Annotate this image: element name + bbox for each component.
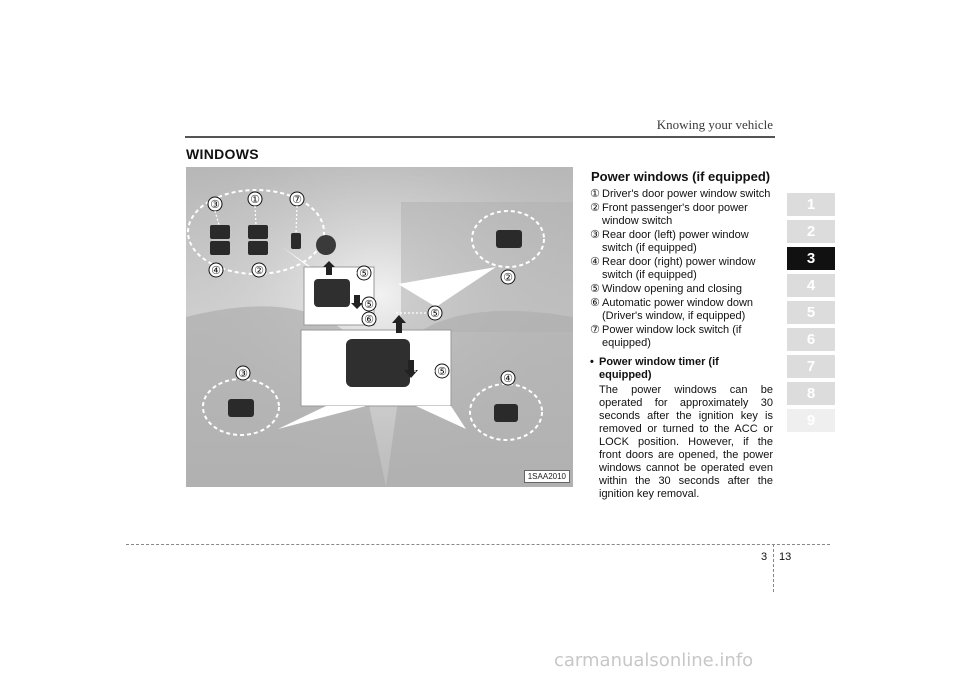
item-number: ⑦ (590, 324, 600, 336)
callout-5b: ⑤ (364, 299, 374, 311)
callout-5c: ⑤ (430, 308, 440, 320)
item-text: Automatic power window down (Driver's window, if equipped) (602, 297, 754, 322)
item-number: ⑥ (590, 297, 600, 309)
bullet-dot: • (590, 356, 594, 368)
chapter-tab-5[interactable]: 5 (787, 301, 835, 324)
page-chapter: 3 (761, 551, 768, 563)
item-number: ① (590, 188, 600, 200)
list-item (590, 202, 773, 228)
subheading: Power windows (if equipped) (591, 169, 771, 184)
list-item (590, 297, 773, 323)
item-number: ③ (590, 229, 600, 241)
chapter-tab-6[interactable]: 6 (787, 328, 835, 351)
item-number: ④ (590, 256, 600, 268)
callout-3b: ③ (238, 368, 248, 380)
list-item (590, 324, 773, 350)
list-item (590, 229, 773, 255)
list-item (590, 283, 773, 296)
footer-divider (773, 544, 774, 592)
list-item (590, 188, 773, 201)
chapter-tab-7[interactable]: 7 (787, 355, 835, 378)
callout-2a: ② (254, 265, 264, 277)
item-text: Front passenger's door power window switch (602, 202, 748, 227)
figure-illustration (186, 167, 573, 487)
item-number: ⑤ (590, 283, 600, 295)
header-title: Knowing your vehicle (656, 117, 773, 132)
content-column (590, 170, 773, 501)
callout-2b: ② (503, 272, 513, 284)
callout-5a: ⑤ (359, 268, 369, 280)
footer-rule (126, 544, 830, 545)
chapter-tab-8[interactable]: 8 (787, 382, 835, 405)
callout-4a: ④ (211, 265, 221, 277)
chapter-tab-9[interactable]: 9 (787, 409, 835, 432)
item-text: Driver's door power window switch (602, 188, 771, 200)
section-title: WINDOWS (186, 146, 259, 162)
bullet-paragraph: The power windows can be operated for approximately 30 seconds after the ignition key is removed or turned to the ACC or LOCK position. However, if the front doors are opened, the power windows cannot be operated even within the 30 seconds after the ignition key removal. (599, 384, 773, 500)
callout-5d: ⑤ (437, 366, 447, 378)
legend-list (590, 188, 773, 350)
list-item (590, 256, 773, 282)
chapter-tab-2[interactable]: 2 (787, 220, 835, 243)
callout-1: ① (250, 194, 260, 206)
chapter-tab-4[interactable]: 4 (787, 274, 835, 297)
callout-4b: ④ (503, 373, 513, 385)
item-text: Rear door (right) power window switch (if equipped) (602, 256, 756, 281)
bullet-heading (590, 356, 773, 382)
bullet-title: Power window timer (if equipped) (599, 356, 719, 381)
item-text: Window opening and closing (602, 283, 743, 295)
header-rule (185, 136, 775, 138)
item-text: Rear door (left) power window switch (if equipped) (602, 229, 749, 254)
chapter-tab-3[interactable]: 3 (787, 247, 835, 270)
chapter-tab-1[interactable]: 1 (787, 193, 835, 216)
item-text: Power window lock switch (if equipped) (602, 324, 742, 349)
page-number: 13 (779, 551, 792, 563)
power-window-figure (186, 167, 573, 487)
chapter-tabs (787, 193, 835, 436)
item-number: ② (590, 202, 600, 214)
callout-3a: ③ (210, 199, 220, 211)
watermark: carmanualsonline.info (554, 650, 754, 671)
callout-7: ⑦ (292, 194, 302, 206)
figure-code: 1SAA2010 (524, 470, 570, 483)
callout-6: ⑥ (364, 314, 374, 326)
